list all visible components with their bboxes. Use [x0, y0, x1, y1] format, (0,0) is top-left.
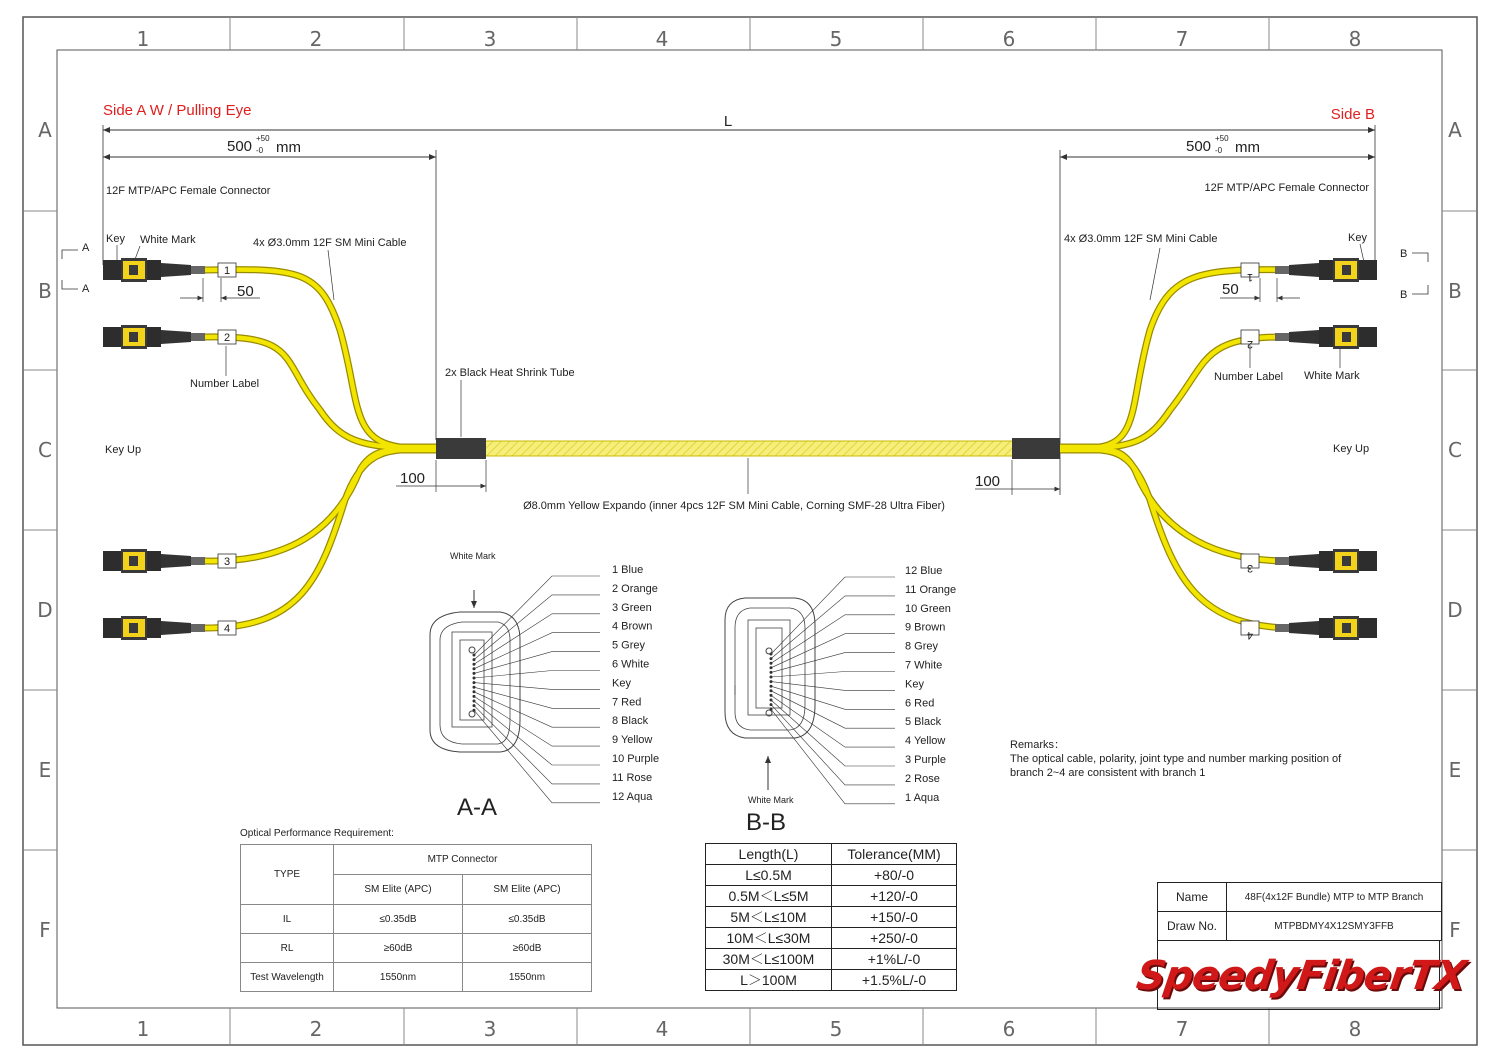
- grid-col-label-bottom: 6: [1002, 1017, 1016, 1041]
- grid-row-label-left: B: [38, 279, 52, 303]
- title-name-label: Name: [1158, 883, 1227, 912]
- perf-row-rl: [241, 934, 592, 963]
- perf-row-wavelength: [241, 963, 592, 992]
- section-bb-diagram: [725, 598, 815, 790]
- side-b-number-label: Number Label: [1214, 371, 1284, 383]
- side-a-tol-upper: +50: [256, 134, 270, 143]
- grid-col-label-bottom: 7: [1175, 1017, 1189, 1041]
- tol-header-tol: Tolerance(MM): [832, 844, 957, 865]
- side-a-title: Side A W / Pulling Eye: [103, 102, 252, 119]
- grid-col-label-top: 7: [1175, 27, 1189, 51]
- side-b-length-value: 500: [1186, 138, 1212, 155]
- section-bb-fiber-label: 12 Blue: [905, 565, 943, 577]
- grid-row-label-left: E: [38, 758, 52, 782]
- side-a-mini-cable-label: 4x Ø3.0mm 12F SM Mini Cable: [253, 237, 407, 249]
- perf-col-2: SM Elite (APC): [463, 875, 592, 905]
- perf-col-1: SM Elite (APC): [334, 875, 463, 905]
- side-a-connector-2: [103, 325, 205, 349]
- brand-logo: SpeedyFiberTX: [1133, 953, 1469, 999]
- section-aa-fiber-label: 2 Orange: [612, 582, 658, 595]
- tol-length: 10M＜L≤30M: [706, 928, 832, 949]
- tol-value: +250/-0: [832, 928, 957, 949]
- perf-row-v1: 1550nm: [334, 963, 463, 992]
- tol-length: 30M＜L≤100M: [706, 949, 832, 970]
- tol-row: [706, 970, 957, 991]
- tol-value: +120/-0: [832, 886, 957, 907]
- section-aa-fiber-label: 1 Blue: [612, 564, 644, 576]
- tol-value: +150/-0: [832, 907, 957, 928]
- section-aa-fiber-label: 5 Grey: [612, 639, 646, 652]
- main-cable-description: Ø8.0mm Yellow Expando (inner 4pcs 12F SM Mini Cable, Corning SMF-28 Ultra Fiber): [523, 500, 945, 512]
- section-bb-fiber-label: 2 Rose: [905, 772, 940, 785]
- grid-col-label-bottom: 1: [136, 1017, 150, 1041]
- perf-row-v2: 1550nm: [463, 963, 592, 992]
- section-bb-white-mark: White Mark: [748, 795, 794, 805]
- main-trunk-cable: [484, 441, 1014, 456]
- section-bb-title: B-B: [746, 809, 787, 836]
- side-b-tol-upper: +50: [1215, 134, 1229, 143]
- side-a-length-value: 500: [227, 138, 253, 155]
- grid-row-label-left: A: [38, 118, 52, 142]
- side-b-tol-lower: -0: [1215, 146, 1223, 155]
- side-b-number-tags: [1241, 263, 1259, 641]
- perf-type-header: TYPE: [241, 845, 334, 905]
- grid-col-label-top: 3: [483, 27, 497, 51]
- section-aa-fiber-label: 10 Purple: [612, 753, 660, 765]
- tol-length: L≤0.5M: [706, 865, 832, 886]
- section-aa-fiber-label: 4 Brown: [612, 620, 653, 633]
- side-b-tag-1: 1: [1246, 271, 1254, 283]
- perf-row-label: Test Wavelength: [241, 963, 334, 992]
- tol-length: 0.5M＜L≤5M: [706, 886, 832, 907]
- remarks-title: Remarks：: [1010, 739, 1066, 751]
- section-a-top: A: [82, 242, 90, 254]
- grid-col-label-bottom: 4: [655, 1017, 669, 1041]
- perf-group-header: MTP Connector: [334, 845, 592, 875]
- section-a-bottom: A: [82, 283, 90, 295]
- side-a-connector-4: [103, 616, 205, 640]
- section-aa-fiber-label: 6 White: [612, 658, 650, 671]
- grid-col-label-top: 6: [1002, 27, 1016, 51]
- side-a-connector-1: [103, 258, 205, 282]
- section-bb-fiber-label: 4 Yellow: [905, 735, 946, 748]
- section-b-bottom: B: [1400, 289, 1408, 301]
- tol-value: +1%L/-0: [832, 949, 957, 970]
- side-b-dim-100: 100: [975, 473, 1001, 490]
- side-a-dim-50: 50: [237, 283, 254, 300]
- section-b-top: B: [1400, 248, 1408, 260]
- side-b-key-label: Key: [1348, 232, 1367, 244]
- side-a-tag-3: 3: [223, 556, 231, 568]
- title-drawno-value: MTPBDMY4X12SMY3FFB: [1227, 912, 1442, 941]
- section-aa-fiber-label: Key: [612, 677, 631, 690]
- section-aa-fiber-label: 3 Green: [612, 601, 652, 614]
- side-a-number-label: Number Label: [190, 378, 260, 390]
- side-a-tag-2: 2: [223, 332, 231, 344]
- remarks-line-1: The optical cable, polarity, joint type and number marking position of: [1010, 753, 1342, 765]
- section-bb-fiber-label: 3 Purple: [905, 754, 946, 766]
- perf-row-il: [241, 905, 592, 934]
- grid-row-label-right: F: [1449, 918, 1461, 942]
- side-a-white-mark-label: White Mark: [140, 234, 196, 246]
- tol-length: 5M＜L≤10M: [706, 907, 832, 928]
- side-a-key-label: Key: [106, 233, 125, 245]
- length-l-label: L: [723, 113, 733, 130]
- side-b-mini-cable-label: 4x Ø3.0mm 12F SM Mini Cable: [1064, 233, 1218, 245]
- section-bb-fiber-label: 1 Aqua: [905, 791, 940, 804]
- grid-col-label-top: 1: [136, 27, 150, 51]
- tol-value: +1.5%L/-0: [832, 970, 957, 991]
- side-a-connector-label: 12F MTP/APC Female Connector: [106, 185, 271, 197]
- section-bb-fiber-label: 5 Black: [905, 716, 942, 729]
- side-b-connector-2: [1275, 325, 1377, 349]
- grid-col-label-top: 5: [829, 27, 843, 51]
- perf-row-label: IL: [241, 905, 334, 934]
- tol-row: [706, 928, 957, 949]
- grid-row-label-right: A: [1448, 118, 1462, 142]
- grid-row-label-right: C: [1448, 438, 1462, 462]
- grid-col-label-top: 8: [1348, 27, 1362, 51]
- section-aa-fiber-label: 7 Red: [612, 696, 642, 709]
- side-b-connector-3: [1275, 549, 1377, 573]
- section-aa-fiber-label: 8 Black: [612, 715, 649, 728]
- grid-col-label-bottom: 2: [309, 1017, 323, 1041]
- tol-row: [706, 949, 957, 970]
- perf-row-v1: ≤0.35dB: [334, 905, 463, 934]
- section-aa-fiber-label: 11 Rose: [612, 771, 653, 784]
- section-aa-fiber-label: 12 Aqua: [612, 790, 653, 803]
- grid-row-label-left: F: [39, 918, 51, 942]
- side-b-key-up: Key Up: [1333, 443, 1370, 455]
- side-b-connector-1: [1275, 258, 1377, 282]
- section-bb-fiber-label: 10 Green: [905, 602, 951, 615]
- section-aa-title: A-A: [457, 794, 498, 821]
- tol-row: [706, 886, 957, 907]
- tolerance-table: [705, 843, 957, 991]
- heat-shrink-tube-left: [436, 438, 486, 459]
- section-bb-fiber-label: 7 White: [905, 659, 943, 672]
- side-a-tol-lower: -0: [256, 146, 264, 155]
- grid-row-label-left: D: [37, 598, 53, 622]
- grid-col-label-bottom: 3: [483, 1017, 497, 1041]
- tol-header-length: Length(L): [706, 844, 832, 865]
- side-a-key-up: Key Up: [105, 444, 142, 456]
- side-b-tag-4: 4: [1246, 629, 1254, 641]
- tol-row: [706, 907, 957, 928]
- side-b-connector-4: [1275, 616, 1377, 640]
- perf-row-v2: ≤0.35dB: [463, 905, 592, 934]
- heat-shrink-label: 2x Black Heat Shrink Tube: [445, 367, 575, 379]
- side-a-dim-100: 100: [400, 470, 426, 487]
- title-block: [1157, 882, 1442, 941]
- perf-row-label: RL: [241, 934, 334, 963]
- title-name-value: 48F(4x12F Bundle) MTP to MTP Branch: [1227, 883, 1442, 912]
- section-bb-fiber-label: 9 Brown: [905, 621, 946, 634]
- performance-table: [240, 844, 592, 992]
- tol-value: +80/-0: [832, 865, 957, 886]
- perf-row-v2: ≥60dB: [463, 934, 592, 963]
- tol-length: L＞100M: [706, 970, 832, 991]
- section-aa-fiber-label: 9 Yellow: [612, 734, 653, 747]
- title-drawno-label: Draw No.: [1158, 912, 1227, 941]
- side-b-title: Side B: [1330, 106, 1375, 123]
- grid-col-label-bottom: 8: [1348, 1017, 1362, 1041]
- side-a-number-tags: [218, 263, 236, 635]
- section-bb-fiber-label: 11 Orange: [905, 583, 957, 596]
- section-aa-white-mark: White Mark: [450, 551, 496, 561]
- side-a-tag-1: 1: [223, 265, 231, 277]
- perf-row-v1: ≥60dB: [334, 934, 463, 963]
- side-b-white-mark-label: White Mark: [1304, 370, 1360, 382]
- side-a-connector-3: [103, 549, 205, 573]
- grid-row-label-right: E: [1448, 758, 1462, 782]
- side-b-tag-2: 2: [1246, 338, 1254, 350]
- heat-shrink-tube-right: [1012, 438, 1060, 459]
- side-a-length-unit: mm: [276, 139, 301, 156]
- side-b-connector-label: 12F MTP/APC Female Connector: [1204, 182, 1369, 194]
- tol-row: [706, 865, 957, 886]
- section-bb-fiber-label: 8 Grey: [905, 640, 939, 653]
- section-bb-fiber-label: 6 Red: [905, 697, 935, 710]
- grid-row-label-right: D: [1447, 598, 1463, 622]
- performance-title: Optical Performance Requirement:: [240, 828, 394, 839]
- side-b-tag-3: 3: [1246, 562, 1254, 574]
- grid-row-label-right: B: [1448, 279, 1462, 303]
- grid-col-label-top: 4: [655, 27, 669, 51]
- grid-col-label-top: 2: [309, 27, 323, 51]
- side-b-dim-50: 50: [1222, 281, 1239, 298]
- grid-col-label-bottom: 5: [829, 1017, 843, 1041]
- remarks-line-2: branch 2~4 are consistent with branch 1: [1010, 767, 1206, 779]
- grid-row-label-left: C: [38, 438, 52, 462]
- side-b-length-unit: mm: [1235, 139, 1260, 156]
- section-bb-fiber-label: Key: [905, 678, 924, 691]
- side-a-tag-4: 4: [223, 623, 231, 635]
